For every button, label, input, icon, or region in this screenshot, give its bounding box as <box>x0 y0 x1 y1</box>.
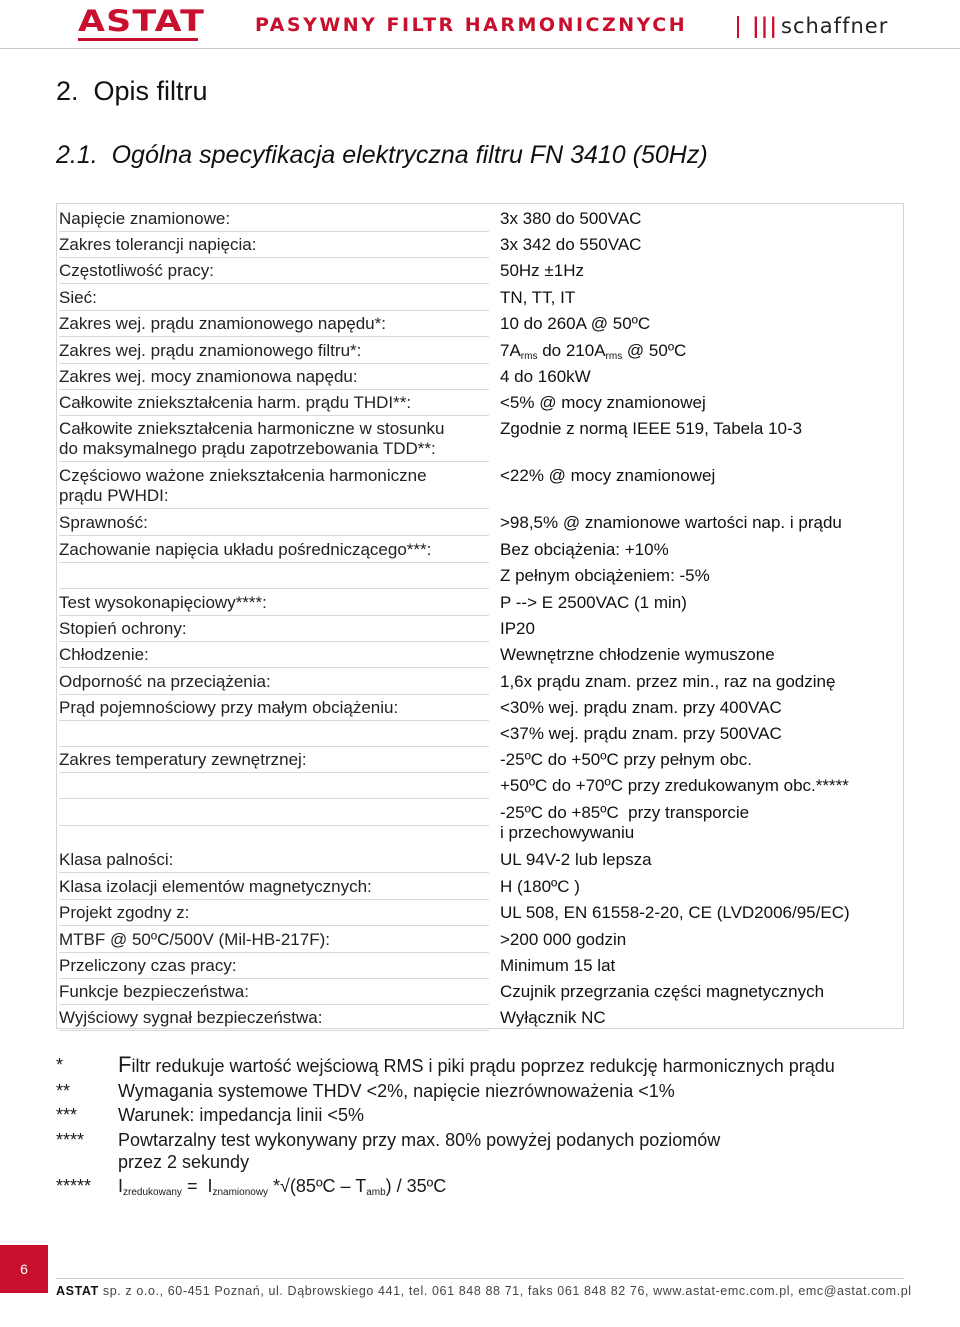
spec-table <box>56 203 904 1029</box>
value-subscript: rms <box>605 351 623 362</box>
footnote-body: iltr redukuje wartość wejściową RMS i piki prądu poprzez redukcję harmonicznych prądu <box>131 1056 835 1076</box>
subsection-heading: 2.1. Ogólna specyfikacja elektryczna filtru FN 3410 (50Hz) <box>56 141 708 169</box>
footnote-text <box>118 1054 938 1077</box>
formula-part: *√(85ºC – T <box>268 1176 367 1196</box>
spec-label: Wyjściowy sygnał bezpieczeństwa: <box>59 1008 489 1031</box>
spec-label: Zachowanie napięcia układu pośredniczącego***: <box>59 540 489 563</box>
spec-value: 3x 342 do 550VAC <box>500 235 642 254</box>
spec-label: MTBF @ 50ºC/500V (Mil-HB-217F): <box>59 930 489 953</box>
logo-underline <box>78 38 198 41</box>
spec-label: Funkcje bezpieczeństwa: <box>59 982 489 1005</box>
spec-label <box>59 776 489 799</box>
footer-address <box>56 1284 912 1298</box>
spec-label: Odporność na przeciążenia: <box>59 672 489 695</box>
footnote-text <box>118 1129 938 1173</box>
formula-subscript: amb <box>366 1187 386 1198</box>
spec-value: 3x 380 do 500VAC <box>500 209 642 228</box>
spec-value: H (180ºC ) <box>500 877 580 896</box>
spec-label: Projekt zgodny z: <box>59 903 489 926</box>
spec-value: Wewnętrzne chłodzenie wymuszone <box>500 645 775 664</box>
spec-value: Czujnik przegrzania części magnetycznych <box>500 982 825 1001</box>
spec-value: Zgodnie z normą IEEE 519, Tabela 10-3 <box>500 419 803 438</box>
spec-label: Zakres temperatury zewnętrznej: <box>59 750 489 773</box>
schaffner-logo <box>752 14 888 38</box>
spec-label: Prąd pojemnościowy przy małym obciążeniu: <box>59 698 489 721</box>
spec-value <box>500 341 900 367</box>
spec-value: +50ºC do +70ºC przy zredukowanym obc.***** <box>500 776 849 795</box>
label-line: Całkowite zniekształcenia harmoniczne w stosunku <box>59 419 445 438</box>
header-title: PASYWNY FILTR HARMONICZNYCH <box>255 14 688 36</box>
schaffner-wordmark: schaffner <box>781 14 889 38</box>
spec-label: Zakres wej. mocy znamionowa napędu: <box>59 367 489 390</box>
spec-label: Zakres wej. prądu znamionowego filtru*: <box>59 341 489 364</box>
value-subscript: rms <box>520 351 538 362</box>
footnote-mark: **** <box>56 1130 85 1150</box>
footnote-mark: ** <box>56 1081 71 1101</box>
spec-label: Całkowite zniekształcenia harm. prądu THDI**: <box>59 393 489 416</box>
formula-part: ) / 35ºC <box>385 1176 447 1196</box>
footnote-mark: * <box>56 1055 64 1075</box>
spec-value: UL 94V-2 lub lepsza <box>500 850 652 869</box>
spec-value: <22% @ mocy znamionowej <box>500 466 716 485</box>
spec-value: 1,6x prądu znam. przez min., raz na godzinę <box>500 672 836 691</box>
spec-label: Napięcie znamionowe: <box>59 209 489 232</box>
footnote-mark: *** <box>56 1105 78 1125</box>
label-line: prądu PWHDI: <box>59 486 169 505</box>
footnote-initial: F <box>118 1052 132 1077</box>
label-line: Częściowo ważone zniekształcenia harmoniczne <box>59 466 427 485</box>
schaffner-bars-icon: ||| <box>752 14 779 38</box>
spec-value: <37% wej. prądu znam. przy 500VAC <box>500 724 782 743</box>
footnote-formula <box>118 1175 938 1204</box>
spec-value: P --> E 2500VAC (1 min) <box>500 593 687 612</box>
spec-label <box>59 566 489 589</box>
spec-value: 50Hz ±1Hz <box>500 261 584 280</box>
spec-value: Wyłącznik NC <box>500 1008 606 1027</box>
header-rule <box>0 48 960 49</box>
spec-value: 10 do 260A @ 50ºC <box>500 314 651 333</box>
spec-value: <30% wej. prądu znam. przy 400VAC <box>500 698 782 717</box>
section-heading: 2. Opis filtru <box>56 76 208 106</box>
spec-label <box>59 803 489 826</box>
page-number: 6 <box>0 1245 48 1293</box>
spec-label: Przeliczony czas pracy: <box>59 956 489 979</box>
spec-value: Z pełnym obciążeniem: -5% <box>500 566 710 585</box>
spec-value: -25ºC do +50ºC przy pełnym obc. <box>500 750 752 769</box>
spec-label: Klasa palności: <box>59 850 489 873</box>
formula-subscript: znamionowy <box>212 1187 269 1198</box>
spec-label: Sieć: <box>59 288 489 311</box>
page-header <box>0 0 960 48</box>
spec-label: Zakres wej. prądu znamionowego napędu*: <box>59 314 489 337</box>
formula-part: I <box>118 1176 124 1196</box>
header-divider <box>737 16 739 38</box>
footer-company: ASTAT <box>56 1284 99 1298</box>
astat-logo: ASTAT <box>78 4 206 38</box>
footnote-text: Warunek: impedancja linii <5% <box>118 1105 364 1125</box>
spec-value: >200 000 godzin <box>500 930 627 949</box>
footer-rule <box>56 1278 904 1279</box>
spec-value: 4 do 160kW <box>500 367 591 386</box>
formula-subscript: zredukowany <box>123 1187 182 1198</box>
spec-label: Stopień ochrony: <box>59 619 489 642</box>
spec-label <box>59 724 489 747</box>
spec-label <box>59 419 489 462</box>
footer-details: sp. z o.o., 60-451 Poznań, ul. Dąbrowskiego 441, tel. 061 848 88 71, faks 061 848 82 76, www.astat-emc.com.pl, emc@astat.com.pl <box>98 1284 912 1298</box>
spec-value: <5% @ mocy znamionowej <box>500 393 706 412</box>
spec-value: >98,5% @ znamionowe wartości nap. i prądu <box>500 513 842 532</box>
spec-label: Klasa izolacji elementów magnetycznych: <box>59 877 489 900</box>
formula-part: = I <box>181 1176 213 1196</box>
value-line: i przechowywaniu <box>500 823 635 842</box>
value-part: do 210A <box>537 341 606 360</box>
spec-value: IP20 <box>500 619 535 638</box>
value-line: -25ºC do +85ºC przy transporcie <box>500 803 750 822</box>
spec-value: Bez obciążenia: +10% <box>500 540 669 559</box>
footnote-text: Wymagania systemowe THDV <2%, napięcie niezrównoważenia <1% <box>118 1081 675 1101</box>
spec-label <box>59 466 489 509</box>
spec-label: Zakres tolerancji napięcia: <box>59 235 489 258</box>
spec-value <box>500 803 900 843</box>
footnote-mark: ***** <box>56 1176 92 1196</box>
spec-value: TN, TT, IT <box>500 288 576 307</box>
footnote-line: Powtarzalny test wykonywany przy max. 80% powyżej podanych poziomów <box>118 1130 721 1150</box>
label-line: do maksymalnego prądu zapotrzebowania TDD**: <box>59 439 436 458</box>
spec-value: Minimum 15 lat <box>500 956 616 975</box>
spec-label: Chłodzenie: <box>59 645 489 668</box>
spec-label: Sprawność: <box>59 513 489 536</box>
spec-value: UL 508, EN 61558-2-20, CE (LVD2006/95/EC) <box>500 903 850 922</box>
value-part: @ 50ºC <box>622 341 687 360</box>
value-part: 7A <box>500 341 521 360</box>
spec-label: Test wysokonapięciowy****: <box>59 593 489 616</box>
spec-label: Częstotliwość pracy: <box>59 261 489 284</box>
footnote-line: przez 2 sekundy <box>118 1152 250 1172</box>
